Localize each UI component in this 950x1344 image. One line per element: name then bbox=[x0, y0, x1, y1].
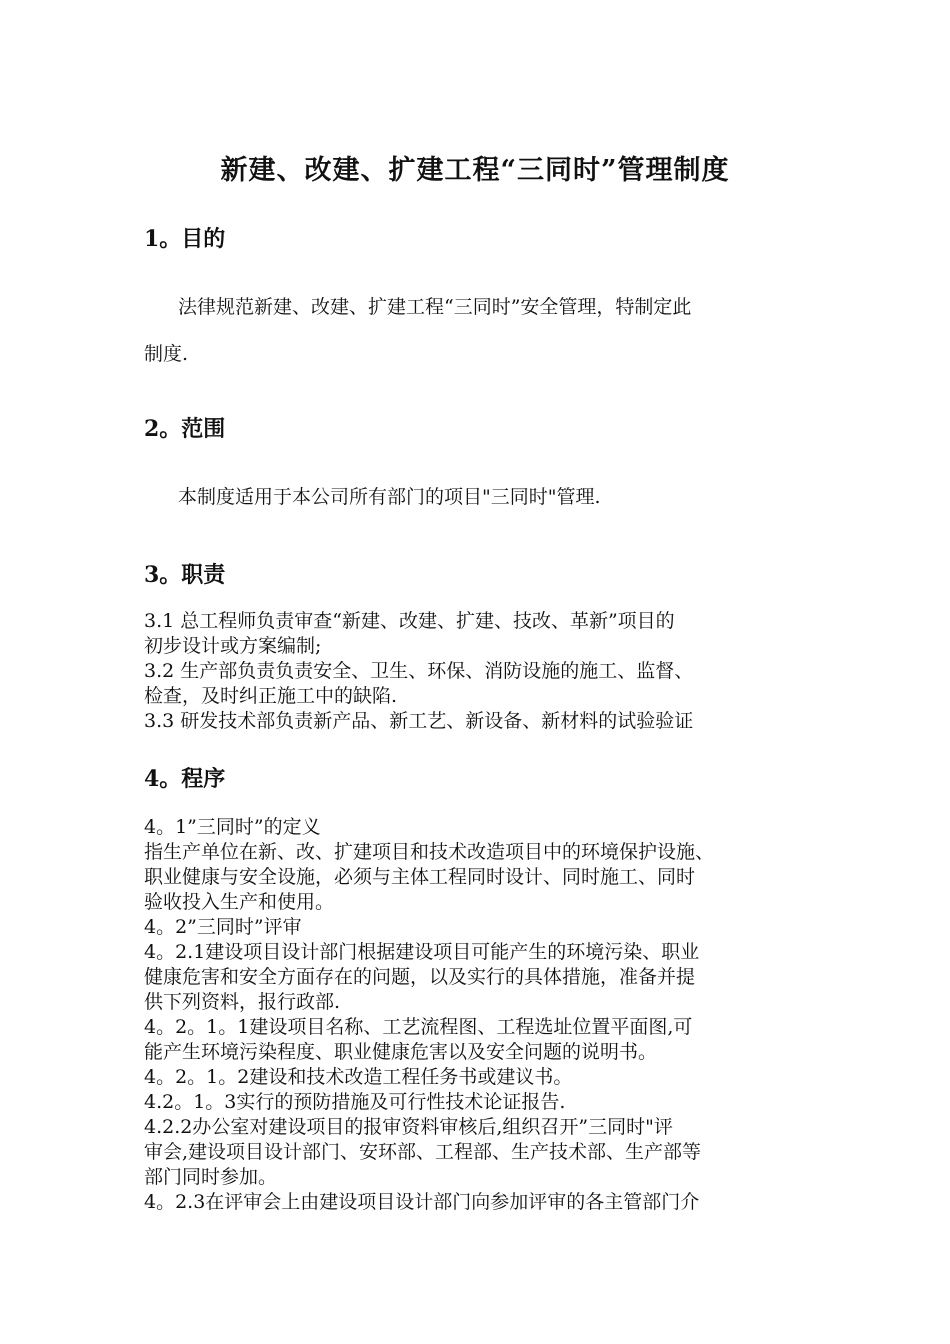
paragraph-line: 审会,建设项目设计部门、安环部、工程部、生产技术部、生产部等 bbox=[144, 1141, 702, 1163]
paragraph-line: 法律规范新建、改建、扩建工程“三同时”安全管理，特制定此 bbox=[178, 296, 692, 318]
document-title: 新建、改建、扩建工程“三同时”管理制度 bbox=[220, 155, 730, 186]
paragraph-line: 3.1 总工程师负责审查“新建、改建、扩建、技改、革新”项目的 bbox=[144, 610, 675, 632]
paragraph-line: 4。2.3在评审会上由建设项目设计部门向参加评审的各主管部门介 bbox=[144, 1191, 700, 1213]
paragraph-line: 检查，及时纠正施工中的缺陷. bbox=[144, 685, 398, 707]
paragraph-line: 制度. bbox=[144, 343, 189, 365]
paragraph-line: 部门同时参加。 bbox=[144, 1166, 278, 1188]
section-heading-procedure: 4。程序 bbox=[144, 766, 226, 792]
paragraph-line: 验收投入生产和使用。 bbox=[144, 891, 335, 913]
section-heading-scope: 2。范围 bbox=[144, 416, 226, 442]
paragraph-line: 3.3 研发技术部负责新产品、新工艺、新设备、新材料的试验验证 bbox=[144, 710, 694, 732]
paragraph-line: 初步设计或方案编制; bbox=[144, 635, 322, 657]
paragraph-line: 指生产单位在新、改、扩建项目和技术改造项目中的环境保护设施、 bbox=[144, 841, 715, 863]
paragraph-line: 本制度适用于本公司所有部门的项目"三同时"管理. bbox=[178, 486, 601, 508]
paragraph-line: 3.2 生产部负责负责安全、卫生、环保、消防设施的施工、监督、 bbox=[144, 660, 694, 682]
paragraph-line: 4。2”三同时”评审 bbox=[144, 916, 302, 938]
paragraph-line: 供下列资料，报行政部. bbox=[144, 991, 341, 1013]
paragraph-line: 能产生环境污染程度、职业健康危害以及安全问题的说明书。 bbox=[144, 1041, 658, 1063]
section-heading-purpose: 1。目的 bbox=[144, 226, 226, 252]
paragraph-line: 健康危害和安全方面存在的问题，以及实行的具体措施，准备并提 bbox=[144, 966, 696, 988]
paragraph-line: 4.2。1。3实行的预防措施及可行性技术论证报告. bbox=[144, 1091, 566, 1113]
paragraph-line: 4。2。1。1建设项目名称、工艺流程图、工程选址位置平面图,可 bbox=[144, 1016, 693, 1038]
paragraph-line: 4。2.1建设项目设计部门根据建设项目可能产生的环境污染、职业 bbox=[144, 941, 700, 963]
paragraph-line: 4。2。1。2建设和技术改造工程任务书或建议书。 bbox=[144, 1066, 573, 1088]
paragraph-line: 4。1”三同时”的定义 bbox=[144, 816, 321, 838]
paragraph-line: 职业健康与安全设施，必须与主体工程同时设计、同时施工、同时 bbox=[144, 866, 696, 888]
section-heading-responsibilities: 3。职责 bbox=[144, 562, 226, 588]
paragraph-line: 4.2.2办公室对建设项目的报审资料审核后,组织召开”三同时"评 bbox=[144, 1116, 673, 1138]
